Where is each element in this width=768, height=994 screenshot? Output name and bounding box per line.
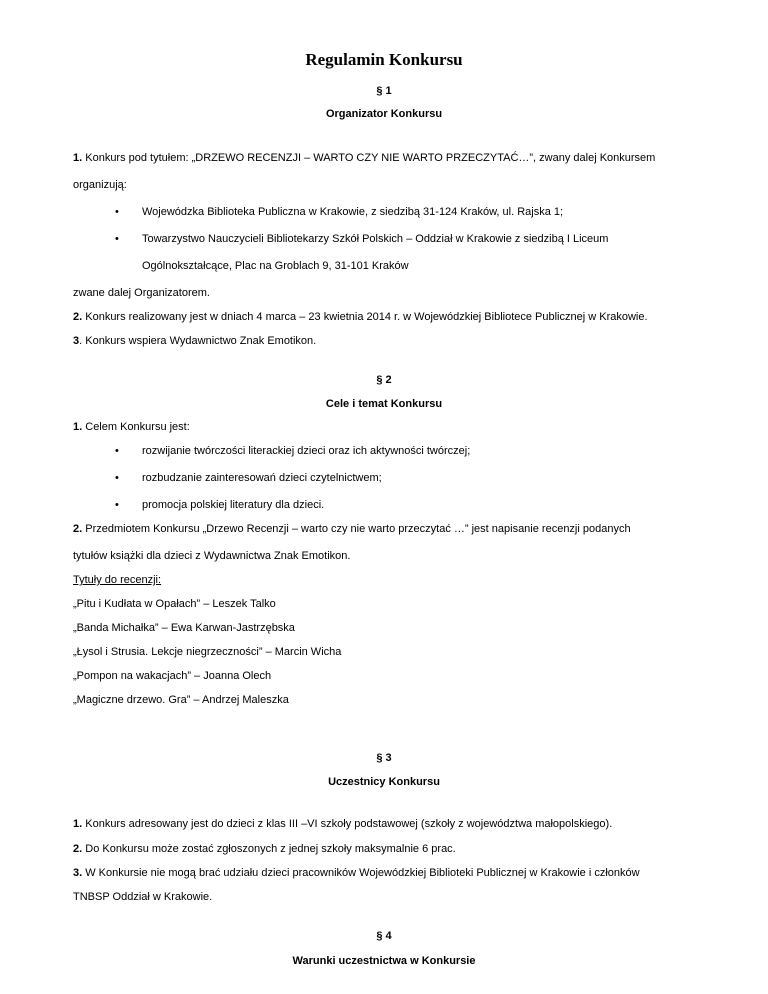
section-2-heading: Cele i temat Konkursu: [325, 398, 443, 410]
s2-paragraph-2-cont: tytułów książki dla dzieci z Wydawnictwa Znak Emotikon.: [73, 550, 351, 562]
document-title: Regulamin Konkursu: [305, 50, 463, 69]
review-title-4: „Pompon na wakacjach” – Joanna Olech: [73, 670, 272, 682]
s1-paragraph-2: [73, 311, 648, 324]
paragraph-number: 1.: [73, 818, 83, 830]
paragraph-text: Do Konkursu może zostać zgłoszonych z jednej szkoły maksymalnie 6 prac.: [82, 843, 456, 855]
s2-paragraph-2: [73, 523, 631, 536]
s1-bullet-2: Towarzystwo Nauczycieli Bibliotekarzy Szkół Polskich – Oddział w Krakowie z siedzibą I Liceum: [142, 233, 609, 245]
s3-paragraph-3-cont: TNBSP Oddział w Krakowie.: [73, 891, 213, 903]
s1-bullet-1: Wojewódzka Biblioteka Publiczna w Krakowie, z siedzibą 31-124 Kraków, ul. Rajska 1;: [142, 206, 564, 218]
s1-paragraph-3: [73, 335, 316, 348]
s1-paragraph-1-cont: organizują:: [73, 179, 127, 191]
paragraph-number: 1.: [73, 421, 83, 433]
section-3-sign: § 3: [376, 752, 392, 764]
s3-paragraph-2: [73, 843, 456, 856]
paragraph-number: 2.: [73, 311, 83, 323]
s2-paragraph-1: [73, 421, 190, 434]
review-title-3: „Łysol i Strusia. Lekcje niegrzeczności” – Marcin Wicha: [73, 646, 342, 658]
bullet-icon: •: [115, 499, 119, 511]
bullet-icon: •: [115, 233, 119, 245]
s1-after-list: zwane dalej Organizatorem.: [73, 287, 210, 299]
section-1-heading: Organizator Konkursu: [325, 108, 443, 120]
review-title-2: „Banda Michałka” – Ewa Karwan-Jastrzębska: [73, 622, 295, 634]
review-title-1: „Pitu i Kudłata w Opałach” – Leszek Talko: [73, 598, 276, 610]
review-title-5: „Magiczne drzewo. Gra” – Andrzej Maleszka: [73, 694, 289, 706]
paragraph-text: Konkurs realizowany jest w dniach 4 marca – 23 kwietnia 2014 r. w Wojewódzkiej Bibliotece Publicznej w Krakowie.: [82, 311, 648, 323]
paragraph-text: Celem Konkursu jest:: [82, 421, 190, 433]
titles-label: Tytuły do recenzji:: [73, 574, 162, 586]
bullet-icon: •: [115, 472, 119, 484]
section-2-sign: § 2: [376, 374, 392, 386]
s3-paragraph-1: [73, 818, 612, 831]
bullet-icon: •: [115, 445, 119, 457]
paragraph-text: W Konkursie nie mogą brać udziału dzieci pracowników Wojewódzkiej Biblioteki Publicznej w Krakowie i członków: [82, 867, 640, 879]
s3-paragraph-3: [73, 867, 640, 880]
paragraph-number: 3.: [73, 867, 83, 879]
section-3-heading: Uczestnicy Konkursu: [328, 776, 440, 788]
section-1-sign: § 1: [376, 85, 392, 97]
paragraph-text: Konkurs adresowany jest do dzieci z klas III –VI szkoły podstawowej (szkoły z województwa małopolskiego).: [82, 818, 613, 830]
s1-paragraph-1: [73, 152, 655, 165]
s2-bullet-2: rozbudzanie zainteresowań dzieci czytelnictwem;: [142, 472, 382, 484]
paragraph-number: 3: [73, 335, 80, 347]
bullet-icon: •: [115, 206, 119, 218]
paragraph-number: 1.: [73, 152, 83, 164]
paragraph-text: . Konkurs wspiera Wydawnictwo Znak Emotikon.: [79, 335, 317, 347]
paragraph-text: Konkurs pod tytułem: „DRZEWO RECENZJI – WARTO CZY NIE WARTO PRZECZYTAĆ…”, zwany dalej Konkursem: [82, 152, 656, 164]
section-4-sign: § 4: [376, 930, 392, 942]
paragraph-text: Przedmiotem Konkursu „Drzewo Recenzji – warto czy nie warto przeczytać …” jest napisanie recenzji podanych: [82, 523, 631, 535]
s1-bullet-2-cont: Ogólnokształcące, Plac na Groblach 9, 31-101 Kraków: [142, 260, 409, 272]
paragraph-number: 2.: [73, 843, 83, 855]
section-4-heading: Warunki uczestnictwa w Konkursie: [292, 955, 476, 967]
paragraph-number: 2.: [73, 523, 83, 535]
s2-bullet-1: rozwijanie twórczości literackiej dzieci oraz ich aktywności twórczej;: [142, 445, 471, 457]
s2-bullet-3: promocja polskiej literatury dla dzieci.: [142, 499, 325, 511]
